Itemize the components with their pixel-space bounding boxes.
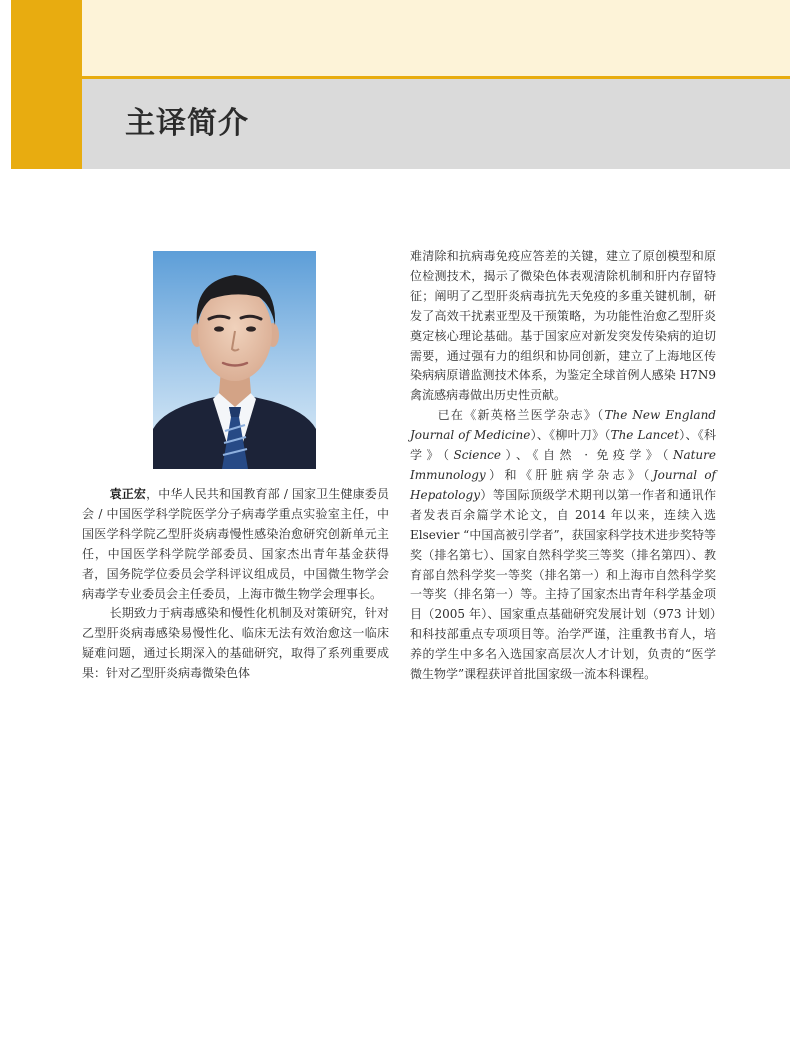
- author-name: 袁正宏: [109, 487, 147, 501]
- bio-paragraph-research: 长期致力于病毒感染和慢性化机制及对策研究，针对乙型肝炎病毒感染易慢性化、临床无法有效治愈这一临床疑难问题，通过长期深入的基础研究，取得了系列重要成果：针对乙型肝炎病毒微染色体: [82, 606, 389, 681]
- journal-nature-immunology: Nature Immunology: [410, 448, 716, 482]
- pub-text-4: ）、《自然 · 免疫学》（: [500, 448, 673, 463]
- journal-science: Science: [453, 448, 501, 463]
- bio-right-column: [410, 247, 716, 685]
- bio-left-column: [82, 485, 389, 684]
- portrait-photo: [153, 251, 316, 469]
- bio-paragraph-publications: [410, 406, 716, 685]
- bio-intro-text: ，中华人民共和国教育部 / 国家卫生健康委员会 / 中国医学科学院医学分子病毒学重点实验室主任，中国医学科学院乙型肝炎病毒慢性感染治愈研究创新单元主任，中国医学科学院学部委员、国家杰出青年基金获得者，国务院学位委员会学科评议组成员，中国微生物学会病毒学专业委员会主任委员，上海市微生物学会理事长。: [82, 487, 389, 601]
- journal-lancet: The Lancet: [610, 428, 679, 443]
- pub-text-1: 已在《新英格兰医学杂志》（: [437, 408, 605, 423]
- header-gold-block: [11, 0, 82, 169]
- header-cream-band: [82, 0, 790, 76]
- bio-paragraph-intro: [82, 485, 389, 604]
- pub-text-6: ）等国际顶级学术期刊以第一作者和通讯作者发表百余篇学术论文，自 2014 年以来，连续入选 Elsevier “中国高被引学者”，获国家科学技术进步奖特等奖（排名第七）、国家自然科学奖三等奖（排名第四）、教育部自然科学奖一等奖（排名第一）和上海市自然科学奖一等奖（排名第一）等。主持了国家杰出青年科学基金项目（2005 年）、国家重点基础研究发展计划（973 计划）和科技部重点专项项目等。治学严谨，注重教书育人，培养的学生中多名入选国家高层次人才计划，负责的“医学微生物学”课程获评首批国家级一流本科课程。: [410, 487, 716, 682]
- pub-text-2: ）、《柳叶刀》（: [530, 428, 611, 443]
- journal-hepatology: Journal of Hepatology: [410, 467, 716, 502]
- pub-text-3: ）、《科学》（: [410, 428, 716, 463]
- journal-nejm: The New England Journal of Medicine: [410, 408, 716, 443]
- section-title: 主译简介: [125, 106, 249, 141]
- bio-paragraph-research-continued: 难清除和抗病毒免疫应答差的关键，建立了原创模型和原位检测技术，揭示了微染色体表观清除机制和肝内存留特征；阐明了乙型肝炎病毒抗先天免疫的多重关键机制，研发了高效干扰素亚型及干预策略，为功能性治愈乙型肝炎奠定核心理论基础。基于国家应对新发突发传染病的迫切需要，通过强有力的组织和协同创新，建立了上海地区传染病病原谱监测技术体系，为鉴定全球首例人感染 H7N9 禽流感病毒做出历史性贡献。: [410, 249, 716, 403]
- pub-text-5: ）和《肝脏病学杂志》（: [485, 467, 653, 482]
